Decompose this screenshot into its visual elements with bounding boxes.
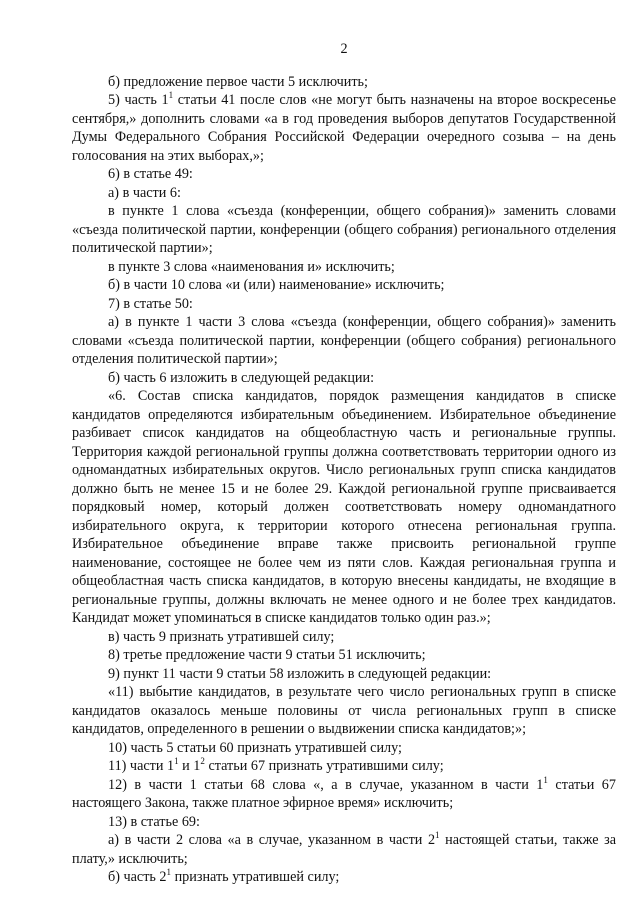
item-11-rest: статьи 67 признать утратившими силу; bbox=[204, 758, 444, 774]
paragraph-item-11 bbox=[72, 757, 616, 776]
item-11-start: 11) части 1 bbox=[108, 758, 175, 774]
paragraph-item-13: 13) в статье 69: bbox=[108, 813, 200, 830]
paragraph-item-8: 8) третье предложение части 9 статьи 51 исключить; bbox=[108, 647, 426, 663]
paragraph-item-12 bbox=[72, 776, 616, 813]
paragraph-item-6: 6) в статье 49: bbox=[108, 166, 193, 182]
item-11-superscript-2: 2 bbox=[200, 756, 205, 766]
paragraph-item-7b-text: «6. Состав списка кандидатов, порядок размещения кандидатов в списке кандидатов определяются избирательным объединением. Избирательное объединение разбивает список кандидатов на общеобластную часть и региональные группы. Территория каждой региональной группы должна соответствовать территории одного из одномандатных избирательных округов. Число региональных групп списка кандидатов должно быть не менее 15 и не более 29. Каждой региональной группе присваивается порядковый номер, который должен соответствовать номеру одномандатного избирательного округа, к территории которого отнесена региональная группа. Избирательное объединение вправе также присвоить региональной группе наименование, состоящее не более чем из пяти слов. Каждая региональная группа и общеобластная часть списка кандидатов, в которую внесены кандидаты, не входящие в региональные группы, должны включать не менее одного и не более трех кандидатов. Кандидат может упоминаться в списке кандидатов только один раз.»; bbox=[72, 388, 616, 626]
paragraph-item-5 bbox=[72, 91, 616, 165]
item-5-superscript: 1 bbox=[168, 90, 174, 100]
item-12-rest: статьи 67 настоящего Закона, также платное эфирное время» исключить; bbox=[72, 776, 616, 811]
item-13b-rest: признать утратившей силу; bbox=[171, 869, 340, 885]
paragraph-item-13b bbox=[72, 868, 616, 887]
paragraph-item-6b: б) в части 10 слова «и (или) наименование» исключить; bbox=[108, 277, 445, 293]
paragraph-item-10: 10) часть 5 статьи 60 признать утратившей силу; bbox=[108, 739, 402, 756]
item-5-start: 5) часть 1 bbox=[108, 92, 169, 108]
paragraph-item-7v: в) часть 9 признать утратившей силу; bbox=[108, 628, 335, 645]
paragraph-item-6a-point-1: в пункте 1 слова «съезда (конференции, общего собрания)» заменить словами «съезда политической партии, конференции (общего собрания) регионального отделения политической партии»; bbox=[72, 203, 616, 256]
item-12-start: 12) в части 1 статьи 68 слова «, а в случае, указанном в части 1 bbox=[108, 776, 544, 793]
item-11-superscript-1: 1 bbox=[174, 756, 179, 766]
paragraph-item-9: 9) пункт 11 части 9 статьи 58 изложить в следующей редакции: bbox=[108, 665, 492, 682]
item-5-rest: статьи 41 после слов «не могут быть назначены на второе воскресенье сентября,» дополнить словами «а в год проведения выборов депутатов Государственной Думы Федерального Собрания Российской Федерации очередного созыва – на день голосования на этих выборах,»; bbox=[72, 92, 616, 164]
paragraph-item-6a-point-3: в пункте 3 слова «наименования и» исключить; bbox=[108, 258, 395, 275]
paragraph-item-9-text: «11) выбытие кандидатов, в результате чего число региональных групп в списке кандидатов оказалось меньше половины от числа региональных групп в списке кандидатов, определенного в решении о выдвижении списка кандидатов;»; bbox=[72, 684, 616, 737]
item-13a-superscript: 1 bbox=[435, 830, 440, 840]
paragraph-b-first: б) предложение первое части 5 исключить; bbox=[108, 73, 368, 90]
item-13b-superscript: 1 bbox=[166, 867, 172, 877]
item-13a-rest: настоящей статьи, также за плату,» исключить; bbox=[72, 832, 616, 867]
paragraph-item-7a: а) в пункте 1 части 3 слова «съезда (конференции, общего собрания)» заменить словами «съезда политической партии, конференции (общего собрания) регионального отделения политической партии»; bbox=[72, 314, 616, 367]
paragraph-item-7b: б) часть 6 изложить в следующей редакции: bbox=[108, 369, 375, 386]
item-13a-start: а) в части 2 слова «а в случае, указанном в части 2 bbox=[108, 832, 436, 848]
item-13b-start: б) часть 2 bbox=[108, 869, 167, 885]
item-12-superscript: 1 bbox=[543, 774, 548, 785]
document-page bbox=[72, 40, 616, 887]
paragraph-item-7: 7) в статье 50: bbox=[108, 295, 193, 312]
paragraph-item-6a: а) в части 6: bbox=[108, 184, 181, 201]
item-11-middle: и 1 bbox=[178, 758, 201, 774]
page-number: 2 bbox=[340, 41, 348, 57]
paragraph-item-13a bbox=[72, 831, 616, 868]
